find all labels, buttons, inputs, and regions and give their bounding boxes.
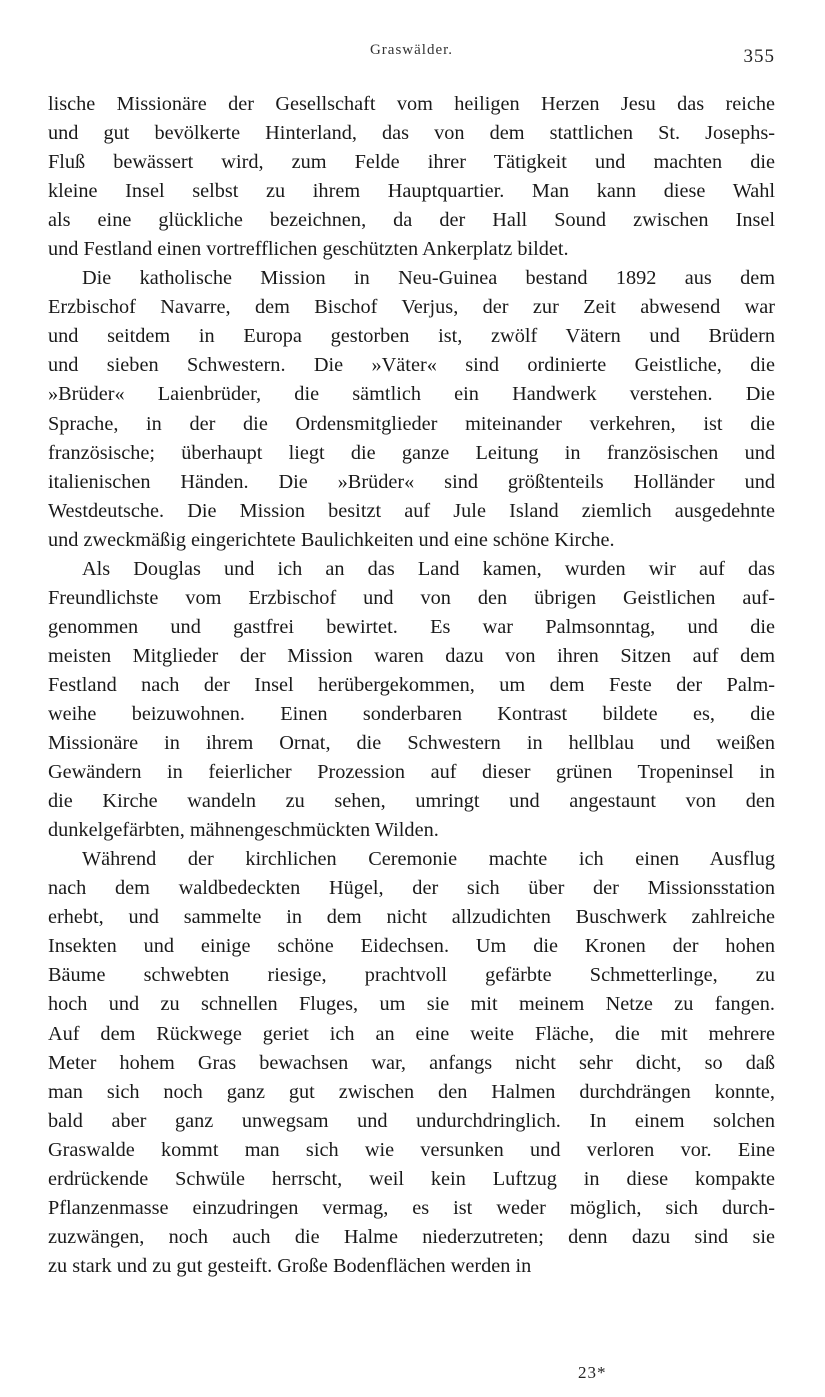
body-text [48, 90, 775, 1281]
text-line: Bäume schwebten riesige, prachtvoll gefärbte Schmetterlinge, zu [48, 964, 775, 987]
text-line: als eine glückliche bezeichnen, da der Hall Sound zwischen Insel [48, 209, 775, 232]
text-line: »Brüder« Laienbrüder, die sämtlich ein Handwerk verstehen. Die [48, 383, 775, 406]
text-line: die Kirche wandeln zu sehen, umringt und angestaunt von den [48, 790, 775, 813]
text-line: und zweckmäßig eingerichtete Baulichkeiten und eine schöne Kirche. [48, 528, 615, 551]
text-line: Während der kirchlichen Ceremonie machte ich einen Ausflug [82, 848, 775, 871]
book-page [48, 36, 775, 1281]
text-line: und gut bevölkerte Hinterland, das von dem stattlichen St. Josephs- [48, 122, 775, 145]
text-line: Insekten und einige schöne Eidechsen. Um die Kronen der hohen [48, 935, 775, 958]
text-line: und seitdem in Europa gestorben ist, zwölf Vätern und Brüdern [48, 325, 775, 348]
text-line: Sprache, in der die Ordensmitglieder miteinander verkehren, ist die [48, 412, 775, 435]
text-line: Erzbischof Navarre, dem Bischof Verjus, der zur Zeit abwesend war [48, 296, 775, 319]
text-line: nach dem waldbedeckten Hügel, der sich über der Missionsstation [48, 877, 775, 900]
text-line: Als Douglas und ich an das Land kamen, wurden wir auf das [82, 557, 775, 580]
signature-mark: 23* [578, 1363, 607, 1382]
text-line: meisten Mitglieder der Mission waren dazu von ihren Sitzen auf dem [48, 644, 775, 667]
text-line: Missionäre in ihrem Ornat, die Schwestern in hellblau und weißen [48, 732, 775, 755]
running-head [48, 36, 775, 76]
paragraph [48, 555, 775, 845]
text-line: französische; überhaupt liegt die ganze Leitung in französischen und [48, 441, 775, 464]
paragraph [48, 264, 775, 554]
text-line: Fluß bewässert wird, zum Felde ihrer Tätigkeit und machten die [48, 151, 775, 174]
text-line: erhebt, und sammelte in dem nicht allzudichten Buschwerk zahlreiche [48, 906, 775, 929]
text-line: Die katholische Mission in Neu-Guinea bestand 1892 aus dem [82, 267, 775, 290]
text-line: Freundlichste vom Erzbischof und von den übrigen Geistlichen auf- [48, 586, 775, 609]
text-line: genommen und gastfrei bewirtet. Es war Palmsonntag, und die [48, 615, 775, 638]
text-line: Pflanzenmasse einzudringen vermag, es ist weder möglich, sich durch- [48, 1196, 775, 1219]
text-line: Auf dem Rückwege geriet ich an eine weite Fläche, die mit mehrere [48, 1022, 775, 1045]
text-line: man sich noch ganz gut zwischen den Halmen durchdrängen konnte, [48, 1080, 775, 1103]
page-number: 355 [743, 46, 775, 67]
text-line: Meter hohem Gras bewachsen war, anfangs nicht sehr dicht, so daß [48, 1051, 775, 1074]
text-line: erdrückende Schwüle herrscht, weil kein Luftzug in diese kompakte [48, 1167, 775, 1190]
text-line: italienischen Händen. Die »Brüder« sind größtenteils Holländer und [48, 470, 775, 493]
text-line: bald aber ganz unwegsam und undurchdringlich. In einem solchen [48, 1109, 775, 1132]
text-line: kleine Insel selbst zu ihrem Hauptquartier. Man kann diese Wahl [48, 180, 775, 203]
text-line: Graswalde kommt man sich wie versunken und verloren vor. Eine [48, 1138, 775, 1161]
text-line: und sieben Schwestern. Die »Väter« sind ordinierte Geistliche, die [48, 354, 775, 377]
text-line: zuzwängen, noch auch die Halme niederzutreten; denn dazu sind sie [48, 1225, 775, 1248]
text-line: weihe beizuwohnen. Einen sonderbaren Kontrast bildete es, die [48, 702, 775, 725]
text-line: hoch und zu schnellen Fluges, um sie mit meinem Netze zu fangen. [48, 993, 775, 1016]
text-line: Westdeutsche. Die Mission besitzt auf Jule Island ziemlich ausgedehnte [48, 499, 775, 522]
text-line: Gewändern in feierlicher Prozession auf dieser grünen Tropeninsel in [48, 761, 775, 784]
text-line: dunkelgefärbten, mähnengeschmückten Wilden. [48, 819, 439, 842]
paragraph [48, 845, 775, 1281]
text-line: und Festland einen vortrefflichen geschützten Ankerplatz bildet. [48, 238, 569, 261]
text-line: Festland nach der Insel herübergekommen, um dem Feste der Palm- [48, 673, 775, 696]
paragraph [48, 90, 775, 264]
running-title: Graswälder. [369, 42, 454, 58]
text-line: lische Missionäre der Gesellschaft vom heiligen Herzen Jesu das reiche [48, 93, 775, 115]
text-line: zu stark und zu gut gesteift. Große Bodenflächen werden in [48, 1254, 532, 1277]
